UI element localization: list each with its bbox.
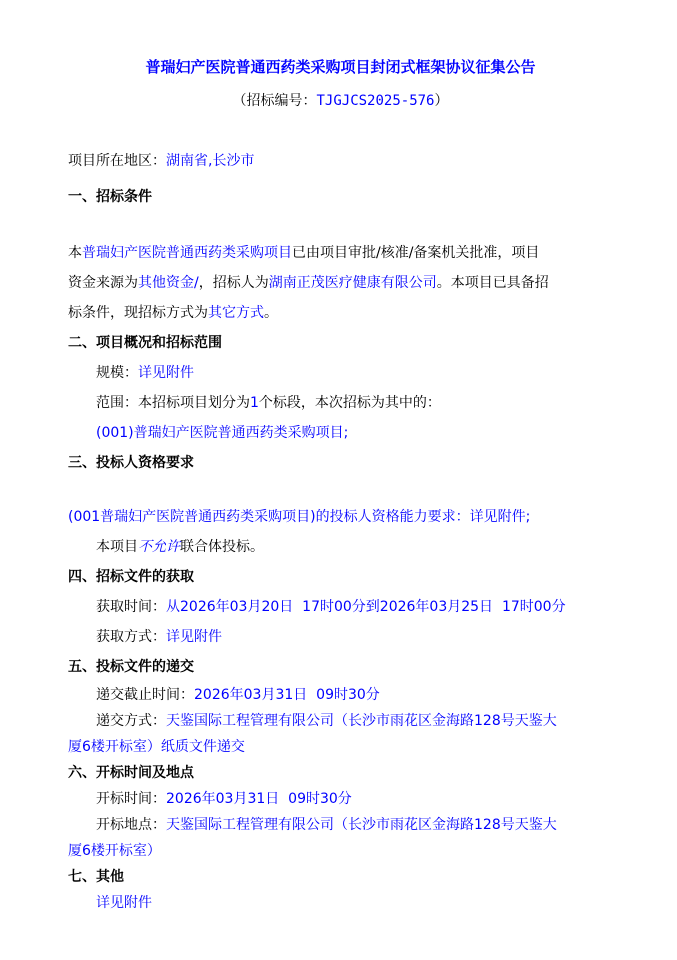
text: 联合体投标。 — [180, 539, 264, 555]
section-5-heading: 五、投标文件的递交 — [68, 659, 194, 675]
tender-number-suffix: ） — [434, 93, 449, 109]
project-location-value: 湖南省,长沙市 — [166, 153, 255, 169]
obtain-method-label: 获取方式： — [96, 629, 166, 645]
text: 本项目 — [96, 539, 138, 555]
other-note: 详见附件 — [96, 895, 152, 911]
text: 本招标项目划分为 — [138, 395, 250, 411]
obtain-time-label: 获取时间： — [96, 599, 166, 615]
text: 。本项目已具备招 — [436, 275, 549, 291]
fund-source: 其他资金/ — [138, 275, 199, 291]
submission-method-line-1 — [68, 708, 613, 734]
tender-method: 其它方式 — [208, 305, 264, 321]
section-6-heading: 六、开标时间及地点 — [68, 765, 194, 781]
text: 个标段，本次招标为其中的： — [258, 395, 441, 411]
submission-deadline-line — [68, 682, 613, 708]
submission-method-line-2: 厦6楼开标室）纸质文件递交 — [68, 739, 245, 755]
jv-not-allowed: 不允许 — [138, 539, 180, 555]
text: ，招标人为 — [198, 275, 269, 291]
lot-item: (001)普瑞妇产医院普通西药类采购项目; — [96, 425, 349, 441]
obtain-time-line — [68, 592, 613, 622]
opening-place-line-1 — [68, 812, 613, 838]
section-2-heading: 二、项目概况和招标范围 — [68, 335, 222, 351]
submission-method-label: 递交方式： — [96, 713, 166, 729]
section-3-heading: 三、投标人资格要求 — [68, 455, 194, 471]
section-4-heading: 四、招标文件的获取 — [68, 569, 194, 585]
tender-number-line — [68, 86, 613, 116]
scale-value: 详见附件 — [138, 365, 194, 381]
section-1-heading: 一、招标条件 — [68, 189, 152, 205]
doc-title: 普瑞妇产医院普通西药类采购项目封闭式框架协议征集公告 — [145, 58, 536, 76]
scale-line — [68, 358, 613, 388]
submission-deadline-value: 2026年03月31日 09时30分 — [194, 687, 380, 703]
project-location-line — [68, 146, 613, 176]
scale-label: 规模： — [96, 365, 138, 381]
project-name: 普瑞妇产医院普通西药类采购项目 — [82, 245, 292, 261]
text: 已由项目审批/核准/备案机关批准，项目 — [292, 245, 540, 261]
tender-number: TJGJCS2025-576 — [316, 93, 435, 109]
project-location-label: 项目所在地区： — [68, 153, 166, 169]
lot-count: 1 — [250, 395, 259, 411]
section-7-heading: 七、其他 — [68, 869, 124, 885]
qualification-requirements: (001普瑞妇产医院普通西药类采购项目)的投标人资格能力要求：详见附件; — [68, 509, 531, 525]
spacer — [68, 478, 613, 502]
spacer — [68, 212, 613, 238]
tender-conditions-line-3 — [68, 298, 613, 328]
obtain-method-value: 详见附件 — [166, 629, 222, 645]
obtain-method-line — [68, 622, 613, 652]
opening-time-value: 2026年03月31日 09时30分 — [166, 791, 352, 807]
joint-venture-line — [68, 532, 613, 562]
opening-time-label: 开标时间： — [96, 791, 166, 807]
obtain-time-value: 从2026年03月20日 17时00分到2026年03月25日 17时00分 — [166, 599, 566, 615]
opening-place-line-2: 厦6楼开标室） — [68, 843, 161, 859]
tender-conditions-line-2 — [68, 268, 613, 298]
opening-place-value-1: 天鉴国际工程管理有限公司（长沙市雨花区金海路128号天鉴大 — [166, 817, 557, 833]
text: 资金来源为 — [68, 275, 138, 291]
scope-label: 范围： — [96, 395, 138, 411]
text: 本 — [68, 245, 82, 261]
tender-conditions-line-1 — [68, 238, 613, 268]
spacer — [68, 116, 613, 146]
opening-place-label: 开标地点： — [96, 817, 166, 833]
text: 标条件，现招标方式为 — [68, 305, 208, 321]
submission-method-value-1: 天鉴国际工程管理有限公司（长沙市雨花区金海路128号天鉴大 — [166, 713, 557, 729]
submission-deadline-label: 递交截止时间： — [96, 687, 194, 703]
tenderee-name: 湖南正茂医疗健康有限公司 — [268, 275, 437, 291]
scope-line — [68, 388, 613, 418]
opening-time-line — [68, 786, 613, 812]
tender-number-prefix: （招标编号： — [232, 93, 317, 109]
text: 。 — [264, 305, 278, 321]
